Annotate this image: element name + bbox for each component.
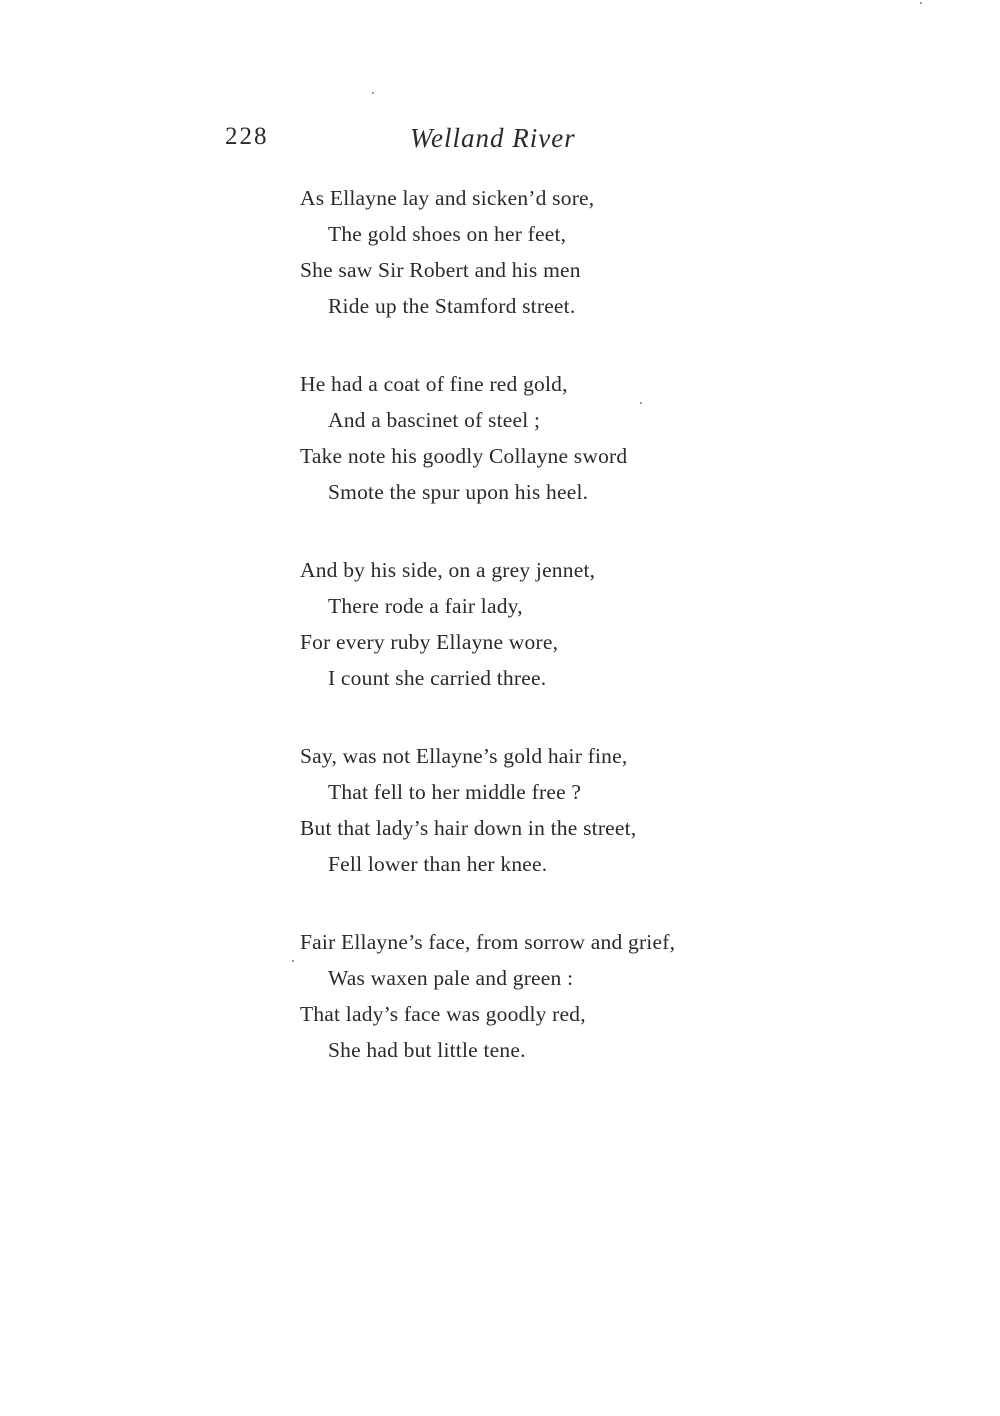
running-title: Welland River <box>410 123 576 153</box>
poem-line: I count she carried three. <box>328 666 547 690</box>
stanza-1 <box>300 180 820 324</box>
poem <box>300 180 820 1110</box>
poem-line: Was waxen pale and green : <box>328 966 574 990</box>
poem-line: Fell lower than her knee. <box>328 852 548 876</box>
scan-speck <box>292 960 294 962</box>
poem-line: That lady’s face was goodly red, <box>300 1002 586 1026</box>
poem-line: For every ruby Ellayne wore, <box>300 630 559 654</box>
scan-speck <box>372 92 374 94</box>
poem-line: But that lady’s hair down in the street, <box>300 816 637 840</box>
poem-line: And by his side, on a grey jennet, <box>300 558 596 582</box>
poem-line: There rode a fair lady, <box>328 594 523 618</box>
poem-line: As Ellayne lay and sicken’d sore, <box>300 186 595 210</box>
poem-line: Ride up the Stamford street. <box>328 294 576 318</box>
poem-line: And a bascinet of steel ; <box>328 408 541 432</box>
poem-line: She saw Sir Robert and his men <box>300 258 581 282</box>
stanza-3 <box>300 552 820 696</box>
stanza-4 <box>300 738 820 882</box>
poem-line: Take note his goodly Collayne sword <box>300 444 628 468</box>
poem-line: He had a coat of fine red gold, <box>300 372 568 396</box>
page-number: 228 <box>225 123 269 150</box>
stanza-5 <box>300 924 820 1068</box>
stanza-2 <box>300 366 820 510</box>
poem-line: That fell to her middle free ? <box>328 780 582 804</box>
scan-speck <box>920 2 922 4</box>
scan-speck <box>640 402 642 404</box>
poem-line: She had but little tene. <box>328 1038 526 1062</box>
poem-line: Fair Ellayne’s face, from sorrow and grief, <box>300 930 676 954</box>
poem-line: Smote the spur upon his heel. <box>328 480 589 504</box>
poem-line: The gold shoes on her feet, <box>328 222 567 246</box>
poem-line: Say, was not Ellayne’s gold hair fine, <box>300 744 628 768</box>
